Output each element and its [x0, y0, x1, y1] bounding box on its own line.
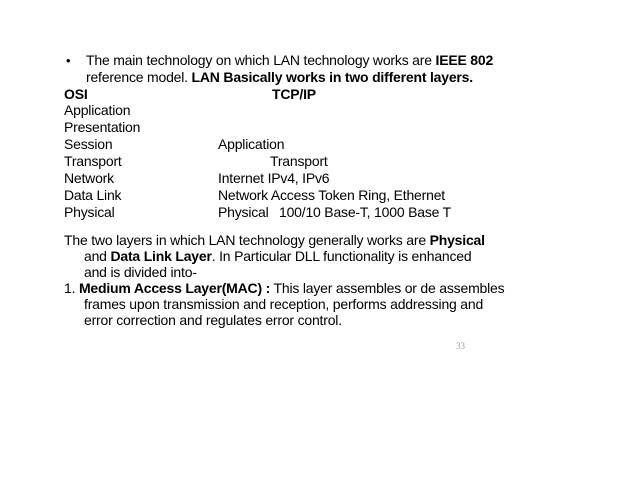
tcpip-network-access: Network Access Token Ring, Ethernet — [218, 187, 445, 203]
table-header-osi: OSI — [64, 86, 88, 102]
bullet-line-2 — [86, 69, 473, 86]
bullet-line-2-text: reference model. — [86, 69, 192, 85]
bullet-line-2-bold: LAN Basically works in two different layers. — [191, 69, 473, 85]
tcpip-physical-media: 100/10 Base-T, 1000 Base T — [279, 204, 451, 220]
osi-data-link: Data Link — [64, 187, 122, 203]
bullet-line-1 — [86, 52, 493, 69]
osi-application: Application — [64, 102, 131, 118]
para1-line-1 — [64, 232, 485, 249]
para1-line-2-pre: and — [84, 248, 111, 264]
para2-line-1-post: This layer assembles or de assembles — [270, 280, 505, 296]
page-number: 33 — [456, 341, 465, 351]
para1-line-2 — [84, 248, 471, 265]
table-header-tcpip: TCP/IP — [272, 86, 316, 102]
bullet-marker: • — [66, 53, 71, 68]
osi-network: Network — [64, 170, 114, 186]
osi-presentation: Presentation — [64, 119, 141, 135]
para2-line-3: error correction and regulates error control. — [84, 312, 342, 328]
para1-line-3: and is divided into- — [84, 264, 197, 280]
osi-transport: Transport — [64, 153, 122, 169]
para2-line-1 — [64, 280, 504, 297]
para2-bold-term: Medium Access Layer(MAC) : — [78, 280, 271, 296]
tcpip-transport: Transport — [270, 153, 328, 169]
para1-line-2-post: . In Particular DLL functionality is enhanced — [211, 248, 472, 264]
osi-physical: Physical — [64, 204, 115, 220]
para2-number: 1. — [64, 280, 79, 296]
para1-line-2-bold: Data Link Layer — [110, 248, 212, 264]
osi-session: Session — [64, 136, 113, 152]
bullet-line-1-bold: IEEE 802 — [435, 52, 494, 68]
tcpip-application: Application — [218, 136, 285, 152]
para1-line-1-text: The two layers in which LAN technology generally works are — [64, 232, 430, 248]
bullet-line-1-text: The main technology on which LAN technology works are — [86, 52, 436, 68]
para2-line-2: frames upon transmission and reception, performs addressing and — [84, 296, 484, 312]
tcpip-internet: Internet IPv4, IPv6 — [218, 170, 330, 186]
para1-line-1-bold: Physical — [429, 232, 485, 248]
tcpip-physical: Physical — [218, 204, 269, 220]
